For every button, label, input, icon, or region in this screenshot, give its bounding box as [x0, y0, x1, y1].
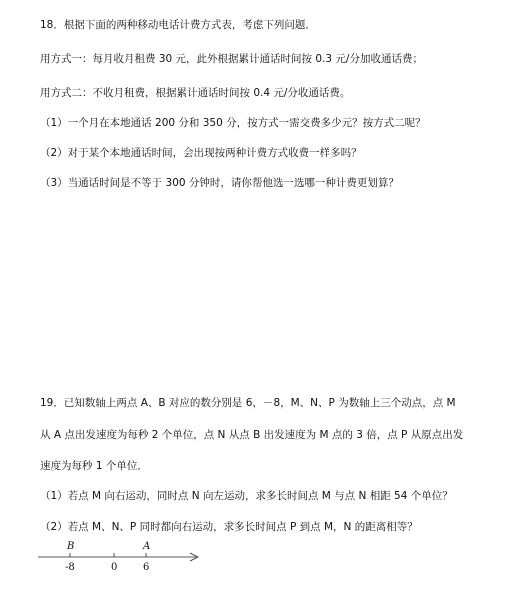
point-b-value: -8: [65, 562, 75, 573]
q19-line3: 速度为每秒 1 个单位．: [40, 460, 148, 472]
number-line-figure: [36, 538, 206, 578]
q18-title: 18．根据下面的两种移动电话计费方式表，考虑下列问题．: [40, 19, 316, 31]
q19-part1: （1）若点 M 向右运动，同时点 N 向左运动，求多长时间点 M 与点 N 相距 54 个单位？: [40, 490, 453, 502]
q18-part3: （3）当通话时间是不等于 300 分钟时，请你帮他选一选哪一种计费更划算？: [40, 177, 399, 189]
q18-part2: （2）对于某个本地通话时间，会出现按两种计费方式收费一样多吗？: [40, 147, 362, 159]
q18-part1: （1）一个月在本地通话 200 分和 350 分，按方式一需交费多少元？按方式二呢？: [40, 117, 426, 129]
q18-method2: 用方式二：不收月租费，根据累计通话时间按 0.4 元/分收通话费。: [40, 87, 351, 99]
point-a-value: 6: [143, 562, 150, 573]
q18-method1: 用方式一：每月收月租费 30 元，此外根据累计通话时间按 0.3 元/分加收通话费；: [40, 53, 423, 65]
point-a-label: A: [143, 541, 151, 552]
q19-part2: （2）若点 M、N、P 同时都向右运动，求多长时间点 P 到点 M，N 的距离相等？: [40, 521, 418, 533]
q19-line2: 从 A 点出发速度为每秒 2 个单位，点 N 从点 B 出发速度为 M 点的 3 倍，点 P 从原点出发: [40, 429, 464, 441]
point-b-label: B: [67, 541, 75, 552]
origin-value: 0: [111, 562, 118, 573]
number-line-svg: [36, 538, 206, 578]
q19-line1: 19．已知数轴上两点 A、B 对应的数分别是 6，－8，M、N、P 为数轴上三个动点，点 M: [40, 397, 456, 409]
